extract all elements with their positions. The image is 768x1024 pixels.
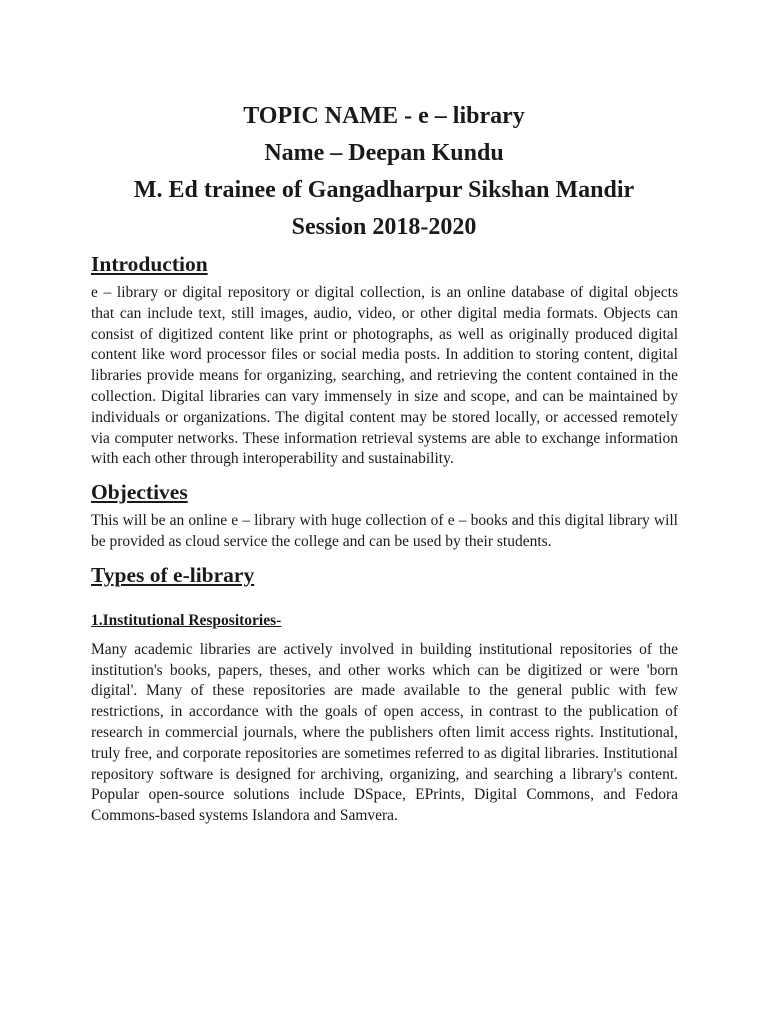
- author-affiliation: M. Ed trainee of Gangadharpur Sikshan Mandir: [133, 177, 635, 203]
- topic-title: TOPIC NAME - e – library: [243, 103, 525, 129]
- institutional-repositories-subheading: 1.Institutional Respositories-: [91, 611, 282, 629]
- session-line: Session 2018-2020: [291, 214, 477, 240]
- objectives-paragraph: This will be an online e – library with huge collection of e – books and this digital library will be provided as cloud service the college and can be used by their students.: [91, 512, 678, 550]
- title-block: [0, 98, 768, 246]
- objectives-heading: Objectives: [91, 480, 188, 505]
- introduction-paragraph: e – library or digital repository or digital collection, is an online database of digital objects that can include text, still images, audio, video, or other digital media formats. Objects can consist of digitized content like print or photographs, as well as originally produced digital content like word processor files or social media posts. In addition to storing content, digital libraries provide means for organizing, searching, and retrieving the content contained in the collection. Digital libraries can vary immensely in size and scope, and can be maintained by individuals or organizations. The digital content may be stored locally, or accessed remotely via computer networks. These information retrieval systems are able to exchange information with each other through interoperability and sustainability.: [91, 284, 678, 468]
- introduction-heading: Introduction: [91, 252, 208, 276]
- types-heading: Types of e-library: [91, 562, 255, 587]
- institutional-repositories-paragraph: Many academic libraries are actively involved in building institutional repositories of the institution's books, papers, theses, and other works which can be digitized or were 'born digital'. Many of these repositories are made available to the general public with few restrictions, in accordance with the goals of open access, in contrast to the publication of research in commercial journals, where the publishers often limit access rights. Institutional, truly free, and corporate repositories are sometimes referred to as digital libraries. Institutional repository software is designed for archiving, organizing, and searching a library's content. Popular open-source solutions include DSpace, EPrints, Digital Commons, and Fedora Commons-based systems Islandora and Samvera.: [91, 640, 678, 825]
- document-body: [91, 250, 678, 827]
- author-name: Name – Deepan Kundu: [264, 140, 504, 166]
